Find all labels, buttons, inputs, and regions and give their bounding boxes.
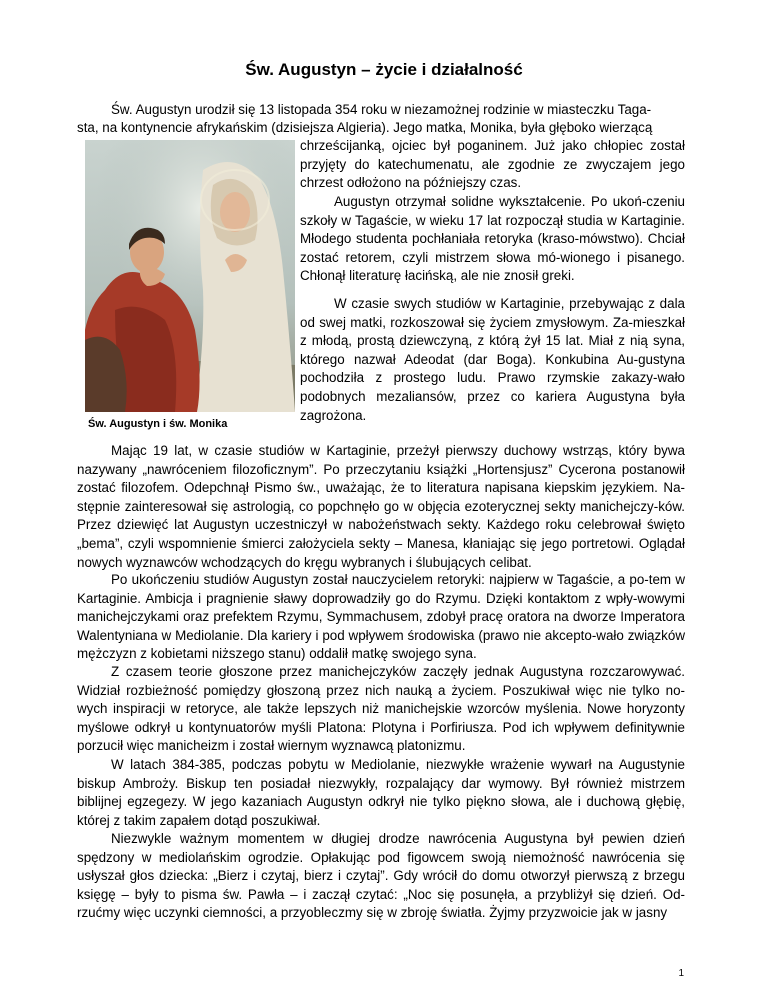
augustine-monica-painting [85,140,295,412]
intro-line-2: sta, na kontynencie afrykańskim (dzisiejsza Algieria). Jego matka, Monika, była głęboko wierzącą [77,120,653,135]
side-paragraph-3: W czasie swych studiów w Kartaginie, przebywając z dala od swej matki, rozkoszował się życiem zmysłowym. Za-mieszkał z młodą, prostą dziewczyną, z którą żył 15 lat. Miał z nią syna, którego nazwał Adeodat (dar Boga). Konkubina Au-gustyna pochodziła z prostego ludu. Prawo rzymskie zakazy-wało podobnych mezaliansów, przez co kariera Augustyna była zagrożona. [300,296,685,423]
page-title: Św. Augustyn – życie i działalność [245,60,523,79]
paragraph-5: Niezwykle ważnym momentem w długiej drodze nawrócenia Augustyna był pewien dzień spędzony w mediolańskim ogrodzie. Opłakując pod figowcem swoją niemożność nawrócenia się usłyszał głos dziecka: „Bierz i czytaj, bierz i czytaj”. Gdy wrócił do domu otworzył pierwszą z brzegu księgę – były to pisma św. Pawła – i zaczął czytać: „Noc się posunęła, a przybliżył się dzień. Od-rzućmy więc uczynki ciemności, a przyoblеczmy się w zbroję światła. Żyjmy przyzwoicie jak w jasny [77,831,685,921]
side-paragraph-1: chrześcijanką, ojciec był poganinem. Już jako chłopiec został przyjęty do katechumenatu, ale zgodnie ze zwyczajem jego chrzest odłożono na późniejszy czas. [300,138,685,191]
painting-image [85,140,295,412]
page-number: 1 [678,968,684,979]
paragraph-1: Mając 19 lat, w czasie studiów w Kartaginie, przeżył pierwszy duchowy wstrząs, który bywa nazywany „nawróceniem filozoficznym”. Po przeczytaniu książki „Hortensjusz” Cycerona postanowił zostać filozofem. Odepchnął Pismo św., uważając, że to literatura napisana kiepskim językiem. Na-stępnie zainteresował się astrologią, co popchnęło go w objęcia ezoterycznej sekty manichejczy-ków. Przez dziewięć lat Augustyn uczestniczył w nabożeństwach sekty. Każdego roku celebrował święto „bema”, czyli wspomnienie śmierci założyciela sekty – Manesa, kłaniając się jego portretowi. Oglądał nowych wyznawców wchodzących do kręgu wybranych i ślubujących celibat. [77,443,685,570]
paragraph-3: Z czasem teorie głoszone przez manichejczyków zaczęły jednak Augustyna rozczarowywać. Widział rozbieżność pomiędzy głoszoną przez nich nauką a życiem. Poszukiwał więc nie tylko no-wych inspiracji w retoryce, ale także lepszych niż manichejskie wzorców myślenia. Nowe horyzonty myślowe odkrył u kontynuatorów myśli Platona: Plotyna i Porfiriusza. Pod ich wpływem definitywnie porzucił więc manicheizm i został wiernym wyznawcą platonizmu. [77,664,685,754]
intro-line-1: Św. Augustyn urodził się 13 listopada 354 roku w niezamożnej rodzinie w miasteczku Taga- [111,102,652,117]
paragraph-4: W latach 384-385, podczas pobytu w Mediolanie, niezwykłe wrażenie wywarł na Augustynie biskup Ambroży. Biskup ten posiadał niezwykły, rozpalający dar wymowy. Był również mistrzem biblijnej egzegezy. W jego kazaniach Augustyn odkrył nie tylko piękno słowa, ale i duchową głębię, której z takim zapałem dotąd poszukiwał. [77,757,685,828]
side-paragraph-2: Augustyn otrzymał solidne wykształcenie. Po ukoń-czeniu szkoły w Tagaście, w wieku 17 lat rozpoczął studia w Kartaginie. Młodego studenta pochłaniała retoryka (kraso-mówstwo). Chciał zostać retorem, czyli mistrzem słowa mó-wionego i pisanego. Chłonął literaturę łacińską, ale nie znosił greki. [300,194,685,284]
figure-caption: Św. Augustyn i św. Monika [88,418,228,430]
paragraph-2: Po ukończeniu studiów Augustyn został nauczycielem retoryki: najpierw w Tagaście, a po-tem w Kartaginie. Ambicja i pragnienie sławy doprowadziły go do Rzymu. Dzięki kontaktom z wpły-wowymi manichejczykami oraz prefektem Rzymu, Symmachusem, zdobył pracę oratora na dworze Imperatora Walentyniana w Mediolanie. Dla kariery i pod wpływem środowiska (prawo nie akcepto-wało związków mężczyzn z kobietami niższego stanu) oddalił matkę swojego syna. [77,572,685,662]
